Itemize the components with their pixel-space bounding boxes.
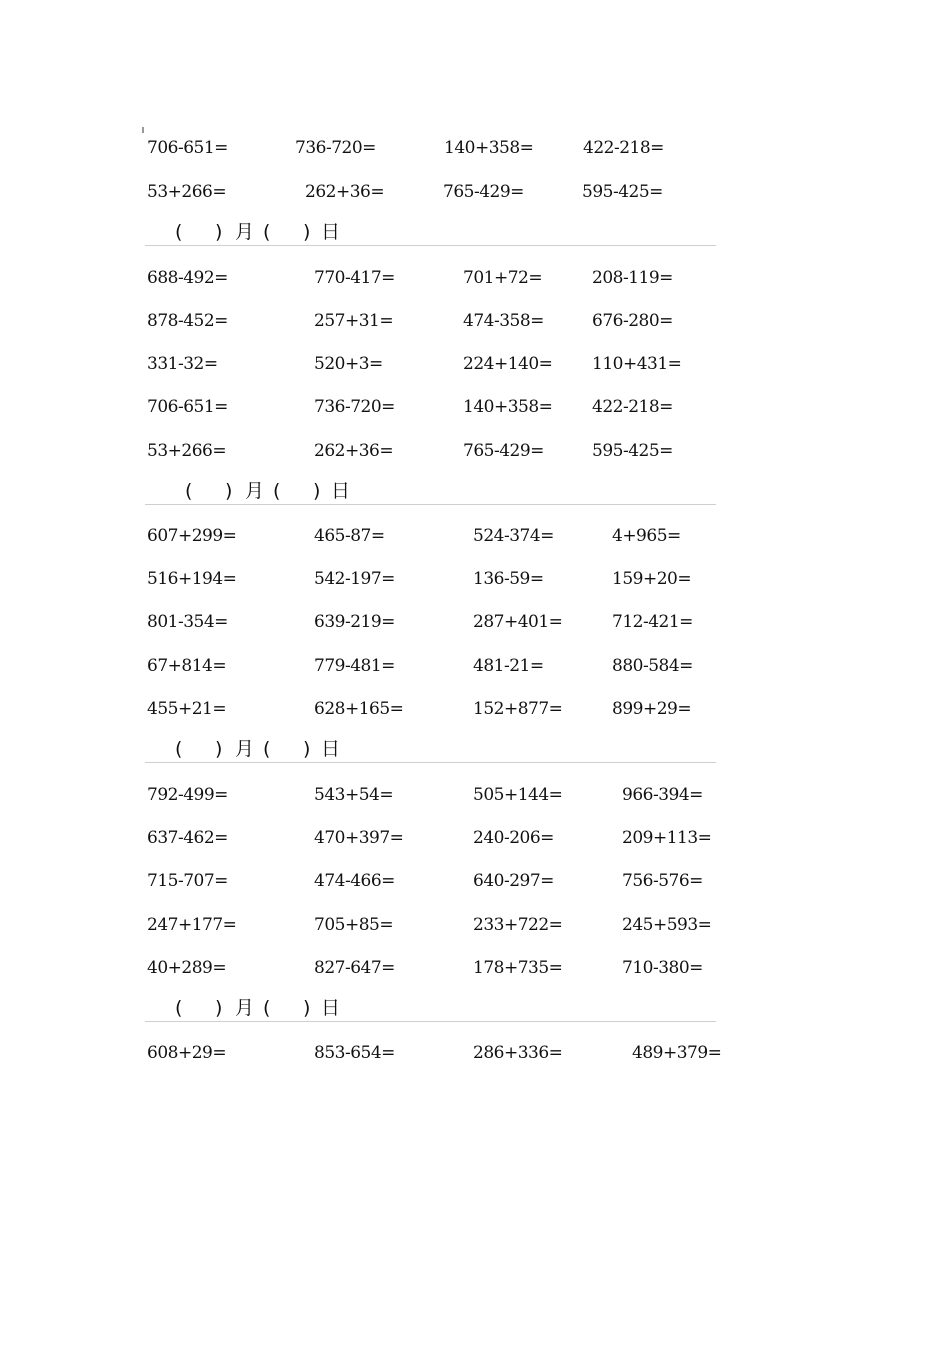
arithmetic-problem: 715-707= bbox=[147, 871, 228, 891]
arithmetic-problem: 637-462= bbox=[147, 828, 228, 848]
arithmetic-problem: 422-218= bbox=[592, 397, 673, 417]
date-label-close2: ) bbox=[313, 480, 321, 502]
date-label-day: 日 bbox=[321, 997, 341, 1019]
arithmetic-problem: 233+722= bbox=[473, 915, 563, 935]
date-line bbox=[145, 736, 716, 763]
arithmetic-problem: 4+965= bbox=[612, 526, 681, 546]
arithmetic-problem: 688-492= bbox=[147, 268, 228, 288]
arithmetic-problem: 899+29= bbox=[612, 699, 692, 719]
arithmetic-problem: 756-576= bbox=[622, 871, 703, 891]
arithmetic-problem: 53+266= bbox=[147, 441, 227, 461]
date-label-close1: ) bbox=[225, 480, 233, 502]
problem-row bbox=[0, 912, 950, 938]
arithmetic-problem: 245+593= bbox=[622, 915, 712, 935]
problem-row bbox=[0, 179, 950, 205]
arithmetic-problem: 705+85= bbox=[314, 915, 394, 935]
arithmetic-problem: 465-87= bbox=[314, 526, 385, 546]
arithmetic-problem: 474-358= bbox=[463, 311, 544, 331]
date-label-open1: ( bbox=[175, 997, 183, 1019]
date-label-open2: ( bbox=[273, 480, 281, 502]
problem-row bbox=[0, 825, 950, 851]
arithmetic-problem: 710-380= bbox=[622, 958, 703, 978]
arithmetic-problem: 331-32= bbox=[147, 354, 218, 374]
date-label-open1: ( bbox=[185, 480, 193, 502]
arithmetic-problem: 67+814= bbox=[147, 656, 227, 676]
date-line bbox=[145, 478, 716, 505]
arithmetic-problem: 240-206= bbox=[473, 828, 554, 848]
date-label-month: 月 bbox=[245, 480, 265, 502]
date-label-close1: ) bbox=[215, 738, 223, 760]
problem-row bbox=[0, 653, 950, 679]
date-label-open2: ( bbox=[263, 221, 271, 243]
arithmetic-problem: 481-21= bbox=[473, 656, 544, 676]
arithmetic-problem: 736-720= bbox=[314, 397, 395, 417]
date-label-close1: ) bbox=[215, 997, 223, 1019]
date-label-open1: ( bbox=[175, 738, 183, 760]
arithmetic-problem: 639-219= bbox=[314, 612, 395, 632]
date-label-open2: ( bbox=[263, 997, 271, 1019]
arithmetic-problem: 422-218= bbox=[583, 138, 664, 158]
margin-mark bbox=[142, 127, 144, 133]
arithmetic-problem: 853-654= bbox=[314, 1043, 395, 1063]
arithmetic-problem: 595-425= bbox=[592, 441, 673, 461]
arithmetic-problem: 136-59= bbox=[473, 569, 544, 589]
arithmetic-problem: 736-720= bbox=[295, 138, 376, 158]
arithmetic-problem: 628+165= bbox=[314, 699, 404, 719]
date-line bbox=[145, 995, 716, 1022]
arithmetic-problem: 159+20= bbox=[612, 569, 692, 589]
arithmetic-problem: 224+140= bbox=[463, 354, 553, 374]
arithmetic-problem: 801-354= bbox=[147, 612, 228, 632]
arithmetic-problem: 140+358= bbox=[463, 397, 553, 417]
arithmetic-problem: 640-297= bbox=[473, 871, 554, 891]
arithmetic-problem: 524-374= bbox=[473, 526, 554, 546]
arithmetic-problem: 262+36= bbox=[314, 441, 394, 461]
problem-row bbox=[0, 782, 950, 808]
arithmetic-problem: 455+21= bbox=[147, 699, 227, 719]
arithmetic-problem: 209+113= bbox=[622, 828, 712, 848]
arithmetic-problem: 470+397= bbox=[314, 828, 404, 848]
arithmetic-problem: 53+266= bbox=[147, 182, 227, 202]
arithmetic-problem: 542-197= bbox=[314, 569, 395, 589]
arithmetic-problem: 878-452= bbox=[147, 311, 228, 331]
arithmetic-problem: 152+877= bbox=[473, 699, 563, 719]
date-label-close2: ) bbox=[303, 997, 311, 1019]
arithmetic-problem: 765-429= bbox=[463, 441, 544, 461]
arithmetic-problem: 676-280= bbox=[592, 311, 673, 331]
arithmetic-problem: 247+177= bbox=[147, 915, 237, 935]
arithmetic-problem: 516+194= bbox=[147, 569, 237, 589]
date-line bbox=[145, 219, 716, 246]
problem-row bbox=[0, 868, 950, 894]
arithmetic-problem: 966-394= bbox=[622, 785, 703, 805]
date-label-open2: ( bbox=[263, 738, 271, 760]
problem-row bbox=[0, 135, 950, 161]
arithmetic-problem: 608+29= bbox=[147, 1043, 227, 1063]
date-label-month: 月 bbox=[235, 997, 255, 1019]
arithmetic-problem: 110+431= bbox=[592, 354, 682, 374]
date-label-open1: ( bbox=[175, 221, 183, 243]
arithmetic-problem: 178+735= bbox=[473, 958, 563, 978]
arithmetic-problem: 712-421= bbox=[612, 612, 693, 632]
problem-row bbox=[0, 955, 950, 981]
arithmetic-problem: 607+299= bbox=[147, 526, 237, 546]
problem-row bbox=[0, 696, 950, 722]
arithmetic-problem: 779-481= bbox=[314, 656, 395, 676]
date-label-close2: ) bbox=[303, 221, 311, 243]
arithmetic-problem: 140+358= bbox=[444, 138, 534, 158]
date-label-day: 日 bbox=[321, 738, 341, 760]
arithmetic-problem: 765-429= bbox=[443, 182, 524, 202]
arithmetic-problem: 489+379= bbox=[632, 1043, 722, 1063]
arithmetic-problem: 701+72= bbox=[463, 268, 543, 288]
arithmetic-problem: 792-499= bbox=[147, 785, 228, 805]
date-label-month: 月 bbox=[235, 738, 255, 760]
arithmetic-problem: 706-651= bbox=[147, 397, 228, 417]
date-label-close2: ) bbox=[303, 738, 311, 760]
arithmetic-problem: 286+336= bbox=[473, 1043, 563, 1063]
date-label-day: 日 bbox=[331, 480, 351, 502]
arithmetic-problem: 827-647= bbox=[314, 958, 395, 978]
arithmetic-problem: 543+54= bbox=[314, 785, 394, 805]
arithmetic-problem: 208-119= bbox=[592, 268, 673, 288]
arithmetic-problem: 770-417= bbox=[314, 268, 395, 288]
date-label-close1: ) bbox=[215, 221, 223, 243]
arithmetic-problem: 706-651= bbox=[147, 138, 228, 158]
arithmetic-problem: 287+401= bbox=[473, 612, 563, 632]
problem-row bbox=[0, 351, 950, 377]
problem-row bbox=[0, 1040, 950, 1066]
problem-row bbox=[0, 609, 950, 635]
arithmetic-problem: 257+31= bbox=[314, 311, 394, 331]
problem-row bbox=[0, 523, 950, 549]
arithmetic-problem: 474-466= bbox=[314, 871, 395, 891]
arithmetic-problem: 505+144= bbox=[473, 785, 563, 805]
arithmetic-problem: 40+289= bbox=[147, 958, 227, 978]
problem-row bbox=[0, 438, 950, 464]
problem-row bbox=[0, 566, 950, 592]
arithmetic-problem: 520+3= bbox=[314, 354, 383, 374]
arithmetic-problem: 880-584= bbox=[612, 656, 693, 676]
date-label-day: 日 bbox=[321, 221, 341, 243]
arithmetic-problem: 595-425= bbox=[582, 182, 663, 202]
problem-row bbox=[0, 265, 950, 291]
problem-row bbox=[0, 394, 950, 420]
date-label-month: 月 bbox=[235, 221, 255, 243]
problem-row bbox=[0, 308, 950, 334]
arithmetic-problem: 262+36= bbox=[305, 182, 385, 202]
